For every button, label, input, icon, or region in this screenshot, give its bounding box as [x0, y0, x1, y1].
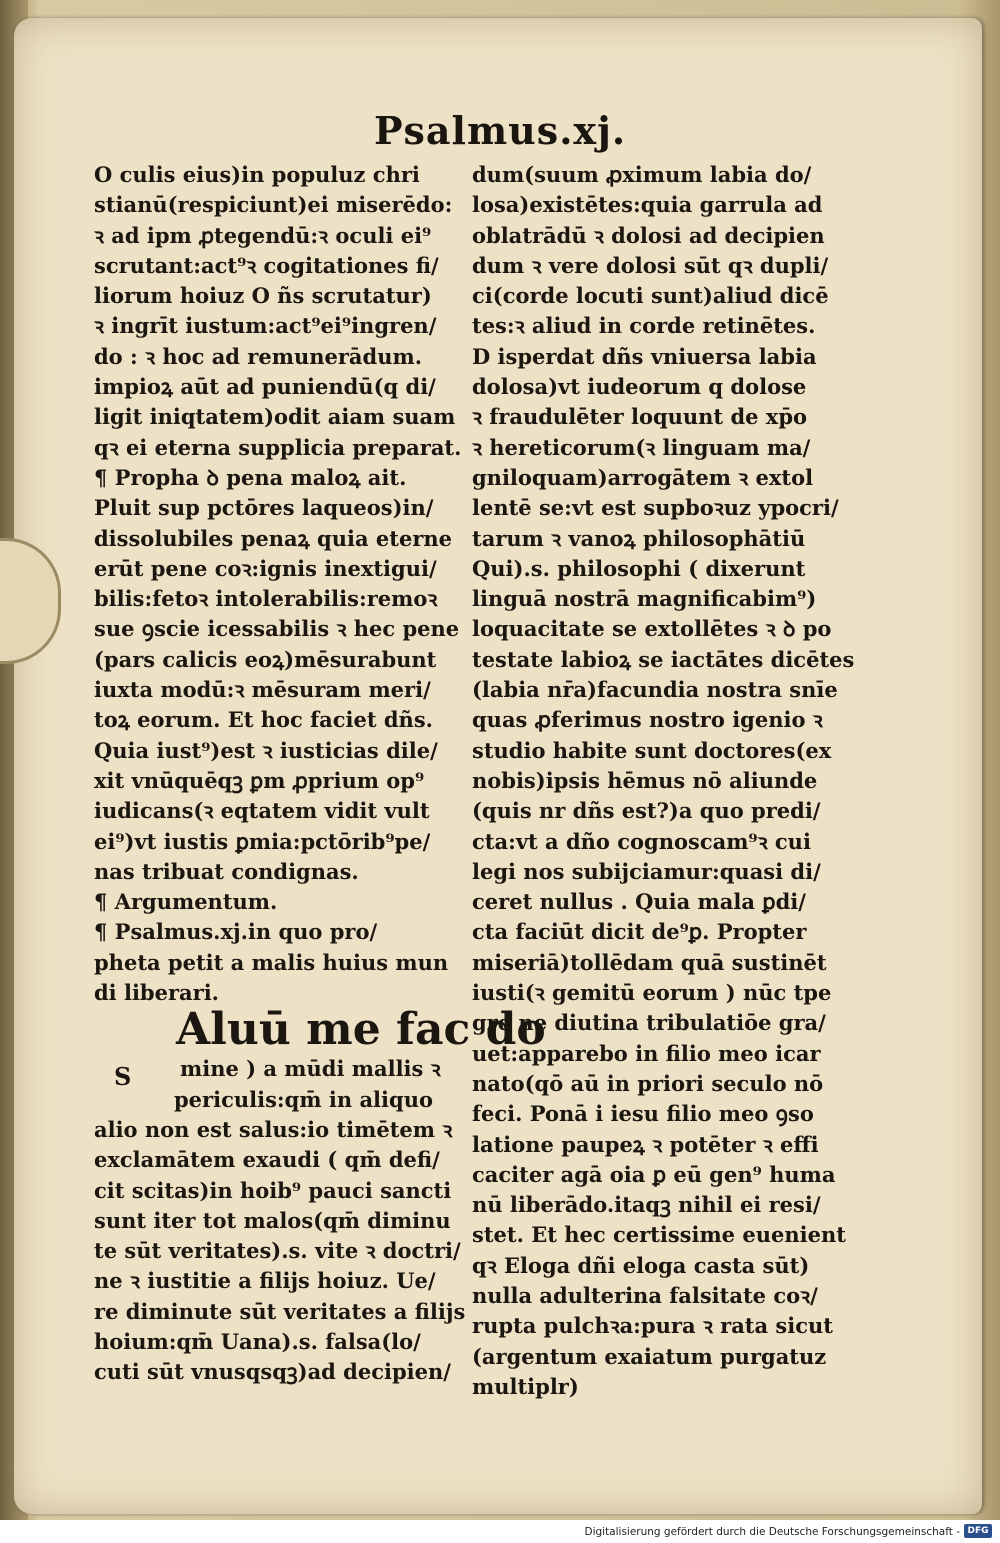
text-line: cuti sūt vnusqsqꝫ)ad decipien/ — [94, 1359, 451, 1385]
text-line: tarum ꝛ vanoꝝ philosophātiū — [472, 525, 806, 551]
text-line: scrutant:act⁹ꝛ cogitationes fi/ — [94, 252, 439, 278]
text-line: ceret nullus . Quia mala ꝑdi/ — [472, 889, 806, 915]
text-line: liorum hoiuz O ñs scrutatur) — [94, 283, 432, 309]
text-line: erūt pene coꝛ:ignis inextigui/ — [94, 555, 437, 581]
text-line: nato(qō aū in priori seculo nō — [472, 1070, 824, 1096]
text-line: oblatrādū ꝛ dolosi ad decipien — [472, 222, 825, 248]
text-line: cta:vt a dño cognoscam⁹ꝛ cui — [472, 828, 811, 854]
footer-credit: Digitalisierung gefördert durch die Deutsche Forschungsgemeinschaft - — [584, 1526, 960, 1538]
text-line: Qui).s. philosophi ( dixerunt — [472, 555, 806, 581]
text-line: gniloquam)arrogātem ꝛ extol — [472, 464, 814, 490]
text-line: uet:apparebo in filio meo icar — [472, 1040, 821, 1066]
text-line: ꝛ ad ipm ꝓtegendū:ꝛ oculi ei⁹ — [94, 222, 432, 248]
text-line: (argentum exaiatum purgatuz — [472, 1343, 827, 1369]
text-line: ei⁹)vt iustis ꝑmia:pctōrib⁹pe/ — [94, 828, 431, 854]
text-line: stet. Et hec certissime euenient — [472, 1222, 846, 1248]
text-line: (labia nr̄a)facundia nostra snīe — [472, 677, 838, 703]
text-line: pheta petit a malis huius mun — [94, 949, 449, 975]
text-line: Quia iust⁹)est ꝛ iusticias dile/ — [94, 737, 438, 763]
text-line: cit scitas)in hoib⁹ pauci sancti — [94, 1177, 452, 1203]
text-line: iuxta modū:ꝛ mēsuram meri/ — [94, 677, 431, 703]
text-line: hoium:qm̄ Uana).s. falsa(lo/ — [94, 1328, 421, 1354]
text-line: testate labioꝝ se iactātes dicētes — [472, 646, 855, 672]
text-line: gre ne diutina tribulatiōe gra/ — [472, 1010, 826, 1036]
text-line: caciter agā oia ꝑ eū gen⁹ huma — [472, 1161, 836, 1187]
text-line: Pluit sup pctōres laqueos)in/ — [94, 495, 434, 521]
text-line: D isperdat dñs vniuersa labia — [472, 343, 817, 369]
text-line: rupta pulchꝛa:pura ꝛ rata sicut — [472, 1313, 833, 1339]
text-line: latione paupeꝝ ꝛ potēter ꝛ effi — [472, 1131, 819, 1157]
large-initial-line: Aluū me fac do — [176, 1004, 546, 1056]
text-line: ¶ Psalmus.xj.in quo pro/ — [94, 919, 378, 945]
text-line: loquacitate se extollētes ꝛ ꝺ po — [472, 616, 832, 642]
text-line: do : ꝛ hoc ad remunerādum. — [94, 343, 422, 369]
text-line: multiplr) — [472, 1373, 579, 1399]
text-line: ¶ Propha ꝺ pena maloꝝ ait. — [94, 464, 407, 490]
text-line: nulla adulterina falsitate coꝛ/ — [472, 1282, 818, 1308]
text-line: xit vnūquēqꝫ ꝑm ꝓprium op⁹ — [94, 767, 425, 793]
text-line: toꝝ eorum. Et hoc faciet dñs. — [94, 707, 433, 733]
text-line: re diminute sūt veritates a filijs — [94, 1298, 466, 1324]
text-line: ne ꝛ iustitie a filijs hoiuz. Ue/ — [94, 1268, 436, 1294]
text-line: iudicans(ꝛ eqtatem vidit vult — [94, 798, 430, 824]
text-line: ꝛ fraudulēter loquunt de xp̄o — [472, 404, 808, 430]
text-line: qꝛ Eloga dñi eloga casta sūt) — [472, 1252, 810, 1278]
text-line: mine ) a mūdi mallis ꝛ — [180, 1056, 441, 1082]
text-line: (quis nr dñs est?)a quo predi/ — [472, 798, 821, 824]
text-line: ci(corde locuti sunt)aliud dicē — [472, 283, 829, 309]
text-line: studio habite sunt doctores(ex — [472, 737, 832, 763]
text-line: losa)existētes:quia garrula ad — [472, 192, 823, 218]
text-line: nobis)ipsis hēmus nō aliunde — [472, 767, 818, 793]
text-line: ꝛ hereticorum(ꝛ linguam ma/ — [472, 434, 811, 460]
text-line: ligit iniqtatem)odit aiam suam — [94, 404, 456, 430]
text-line: dum ꝛ vere dolosi sūt qꝛ dupli/ — [472, 252, 829, 278]
text-line: sue ꝯscie icessabilis ꝛ hec pene — [94, 616, 460, 642]
text-line: te sūt veritates).s. vite ꝛ doctri/ — [94, 1238, 461, 1264]
text-line: ꝛ ingrīt iustum:act⁹ei⁹ingren/ — [94, 313, 437, 339]
text-line: impioꝝ aūt ad puniendū(q di/ — [94, 374, 436, 400]
text-line: cta faciūt dicit de⁹ꝑ. Propter — [472, 919, 807, 945]
text-line: quas ꝓferimus nostro igenio ꝛ — [472, 707, 823, 733]
text-line: exclamātem exaudi ( qm̄ defi/ — [94, 1147, 440, 1173]
text-line: stianū(respiciunt)ei miserēdo: — [94, 192, 453, 218]
text-line: dissolubiles penaꝝ quia eterne — [94, 525, 453, 551]
text-line: ¶ Argumentum. — [94, 889, 278, 915]
text-line: lentē se:vt est supboꝛuz ypocri/ — [472, 495, 839, 521]
text-line: O culis eius)in populuz chri — [94, 162, 420, 187]
text-line: alio non est salus:io timētem ꝛ — [94, 1116, 453, 1142]
text-line: periculis:qm̄ in aliquo — [174, 1086, 433, 1112]
text-line: linguā nostrā magnificabim⁹) — [472, 586, 817, 612]
text-line: bilis:fetoꝛ intolerabilis:remoꝛ — [94, 586, 438, 612]
drop-letter: S — [114, 1062, 132, 1091]
text-line: miseriā)tollēdam quā sustinēt — [472, 949, 827, 975]
dfg-logo: DFG — [964, 1524, 992, 1538]
text-line: nas tribuat condignas. — [94, 858, 359, 884]
text-line: tes:ꝛ aliud in corde retinētes. — [472, 313, 816, 339]
text-line: qꝛ ei eterna supplicia preparat. — [94, 434, 462, 460]
text-line: feci. Ponā i iesu filio meo ꝯso — [472, 1101, 814, 1127]
text-line: iusti(ꝛ gemitū eorum ) nūc tpe — [472, 980, 832, 1006]
page-heading: Psalmus.xj. — [373, 108, 627, 153]
text-line: (pars calicis eoꝝ)mēsurabunt — [94, 646, 437, 672]
text-line: dum(suum ꝓximum labia do/ — [472, 162, 812, 187]
text-line: sunt iter tot malos(qm̄ diminu — [94, 1207, 451, 1233]
right-column — [472, 160, 854, 1402]
text-line: dolosa)vt iudeorum q dolose — [472, 374, 807, 400]
text-line: nū liberādo.itaqꝫ nihil ei resi/ — [472, 1192, 821, 1218]
text-line: di liberari. — [94, 980, 219, 1006]
text-line: legi nos subijciamur:quasi di/ — [472, 858, 821, 884]
